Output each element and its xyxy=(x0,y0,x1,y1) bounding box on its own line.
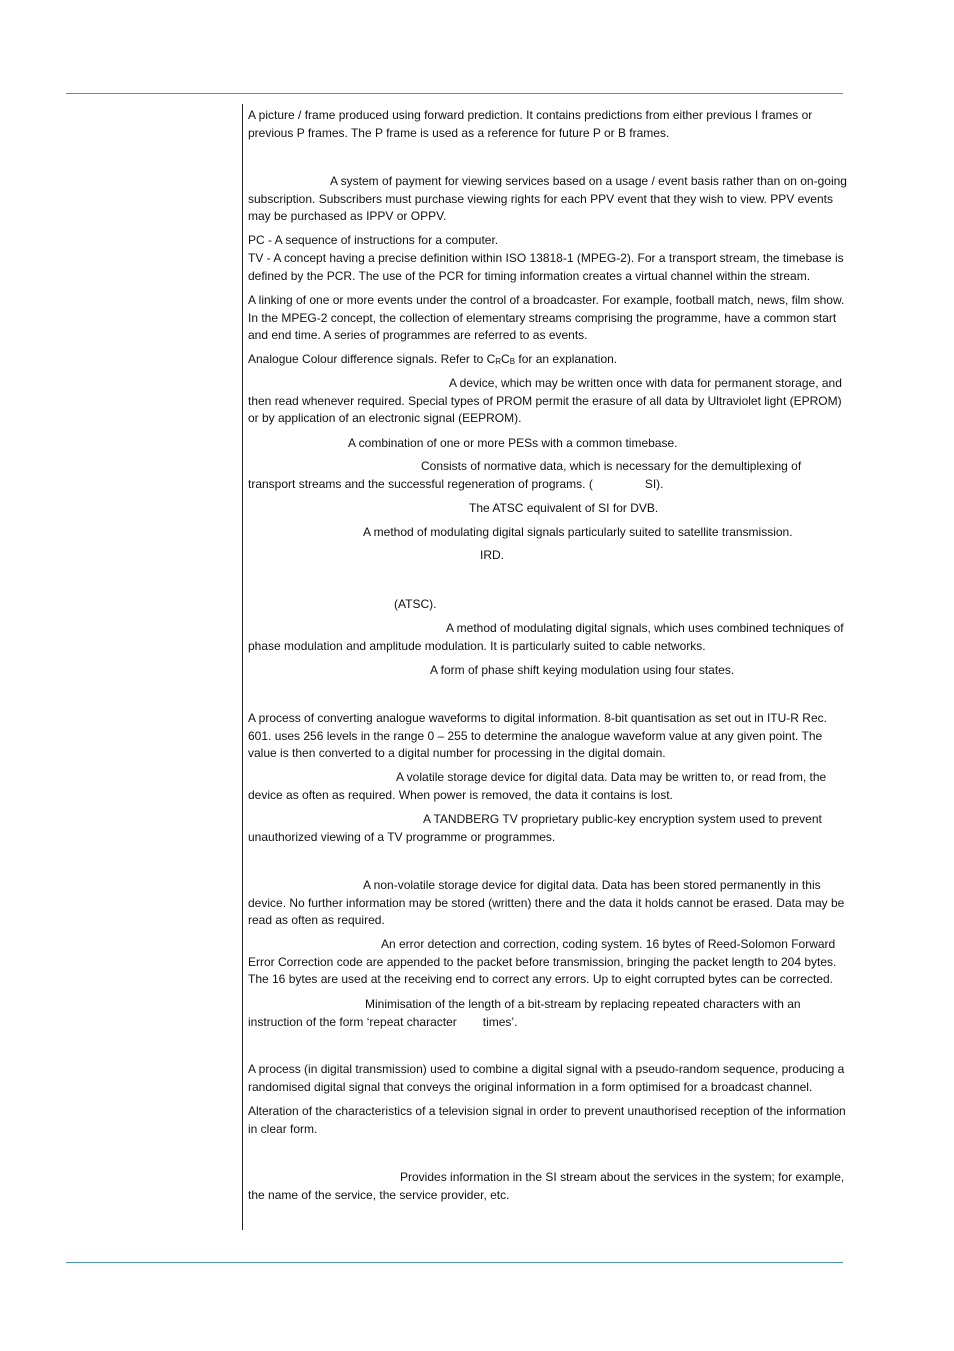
definition-psip: The ATSC equivalent of SI for DVB. xyxy=(469,501,659,515)
definition-receiver: IRD. xyxy=(480,548,504,562)
definition-scrambling-transmission: A process (in digital transmission) used to combine a digital signal with a pseudo-random sequence, producing a randomised digital signal that conveys the original information in a form optimised for a broadcast channel. xyxy=(248,1062,845,1094)
definition-ram: A volatile storage device for digital data. Data may be written to, or read from, the device as often as required. When power is removed, the data it contains is lost. xyxy=(248,770,827,802)
definition-psi: Consists of normative data, which is necessary for the demultiplexing of transport streams and the successful regeneration of programs. ( SI). xyxy=(248,459,802,491)
definition-psk: A method of modulating digital signals particularly suited to satellite transmission. xyxy=(363,525,793,539)
definition-program-tv: TV - A concept having a precise definition within ISO 13818-1 (MPEG-2). For a transport stream, the timebase is defined by the PCR. The use of the PCR for timing information creates a virtual channel within the stream. xyxy=(248,251,844,283)
definition-run-length-coding: Minimisation of the length of a bit-stream by replacing repeated characters with an instruction of the form ‘repeat character times’. xyxy=(248,997,801,1029)
header-rule xyxy=(66,93,843,94)
definition-prpb: Analogue Colour difference signals. Refer to CRCB for an explanation. xyxy=(248,352,618,366)
definition-rom: A non-volatile storage device for digital data. Data has been stored permanently in this device. No further information may be stored (written) there and the data it holds cannot be erased. Data may be read as often as required. xyxy=(248,878,845,928)
definition-sdt: Provides information in the SI stream about the services in the system; for example, the name of the service, the service provider, etc. xyxy=(248,1170,845,1202)
definition-ppv: A system of payment for viewing services based on a usage / event basis rather than on on-going subscription. Subscribers must purchase viewing rights for each PPV event that they wish to view. PPV events may be purchased as IPPV or OPPV. xyxy=(248,174,847,224)
definition-qpsk: A form of phase shift keying modulation using four states. xyxy=(430,663,735,677)
definition-prom: A device, which may be written once with data for permanent storage, and then read whenever required. Special types of PROM permit the erasure of all data by Ultraviolet light (EPROM) or by application of an electronic signal (EEPROM). xyxy=(248,376,842,426)
definition-program-pc: PC - A sequence of instructions for a computer. xyxy=(248,233,499,247)
definition-rs-coding: An error detection and correction, coding system. 16 bytes of Reed-Solomon Forward Error Correction code are appended to the packet before transmission, bringing the packet length to 204 bytes. The 16 bytes are used at the receiving end to correct any errors. Up to eight corrupted bytes can be corrected. xyxy=(248,937,837,987)
glossary-column-divider xyxy=(242,104,243,1230)
definition-qam: A method of modulating digital signals, which uses combined techniques of phase modulation and amplitude modulation. It is particularly suited to cable networks. xyxy=(248,621,844,653)
definition-p-frame: A picture / frame produced using forward prediction. It contains predictions from either previous I frames or previous P frames. The P frame is used as a reference for future P or B frames. xyxy=(248,108,813,140)
definition-atsc-ref: (ATSC). xyxy=(394,597,437,611)
definition-programme: A linking of one or more events under the control of a broadcaster. For example, football match, news, film show. In the MPEG-2 concept, the collection of elementary streams comprising the programme, have a common start and end time. A series of programmes are referred to as events. xyxy=(248,293,845,343)
definition-program-stream: A combination of one or more PESs with a common timebase. xyxy=(348,436,678,450)
footer-rule xyxy=(66,1262,843,1263)
definition-quantisation: A process of converting analogue waveforms to digital information. 8-bit quantisation as set out in ITU-R Rec. 601. uses 256 levels in the range 0 – 255 to determine the analogue waveform value at any given point. The value is then converted to a digital number for processing in the digital domain. xyxy=(248,711,827,761)
definition-ras: A TANDBERG TV proprietary public-key encryption system used to prevent unauthorized viewing of a TV programme or programmes. xyxy=(248,812,822,844)
definition-scrambling-access: Alteration of the characteristics of a television signal in order to prevent unauthorised reception of the information in clear form. xyxy=(248,1104,846,1136)
